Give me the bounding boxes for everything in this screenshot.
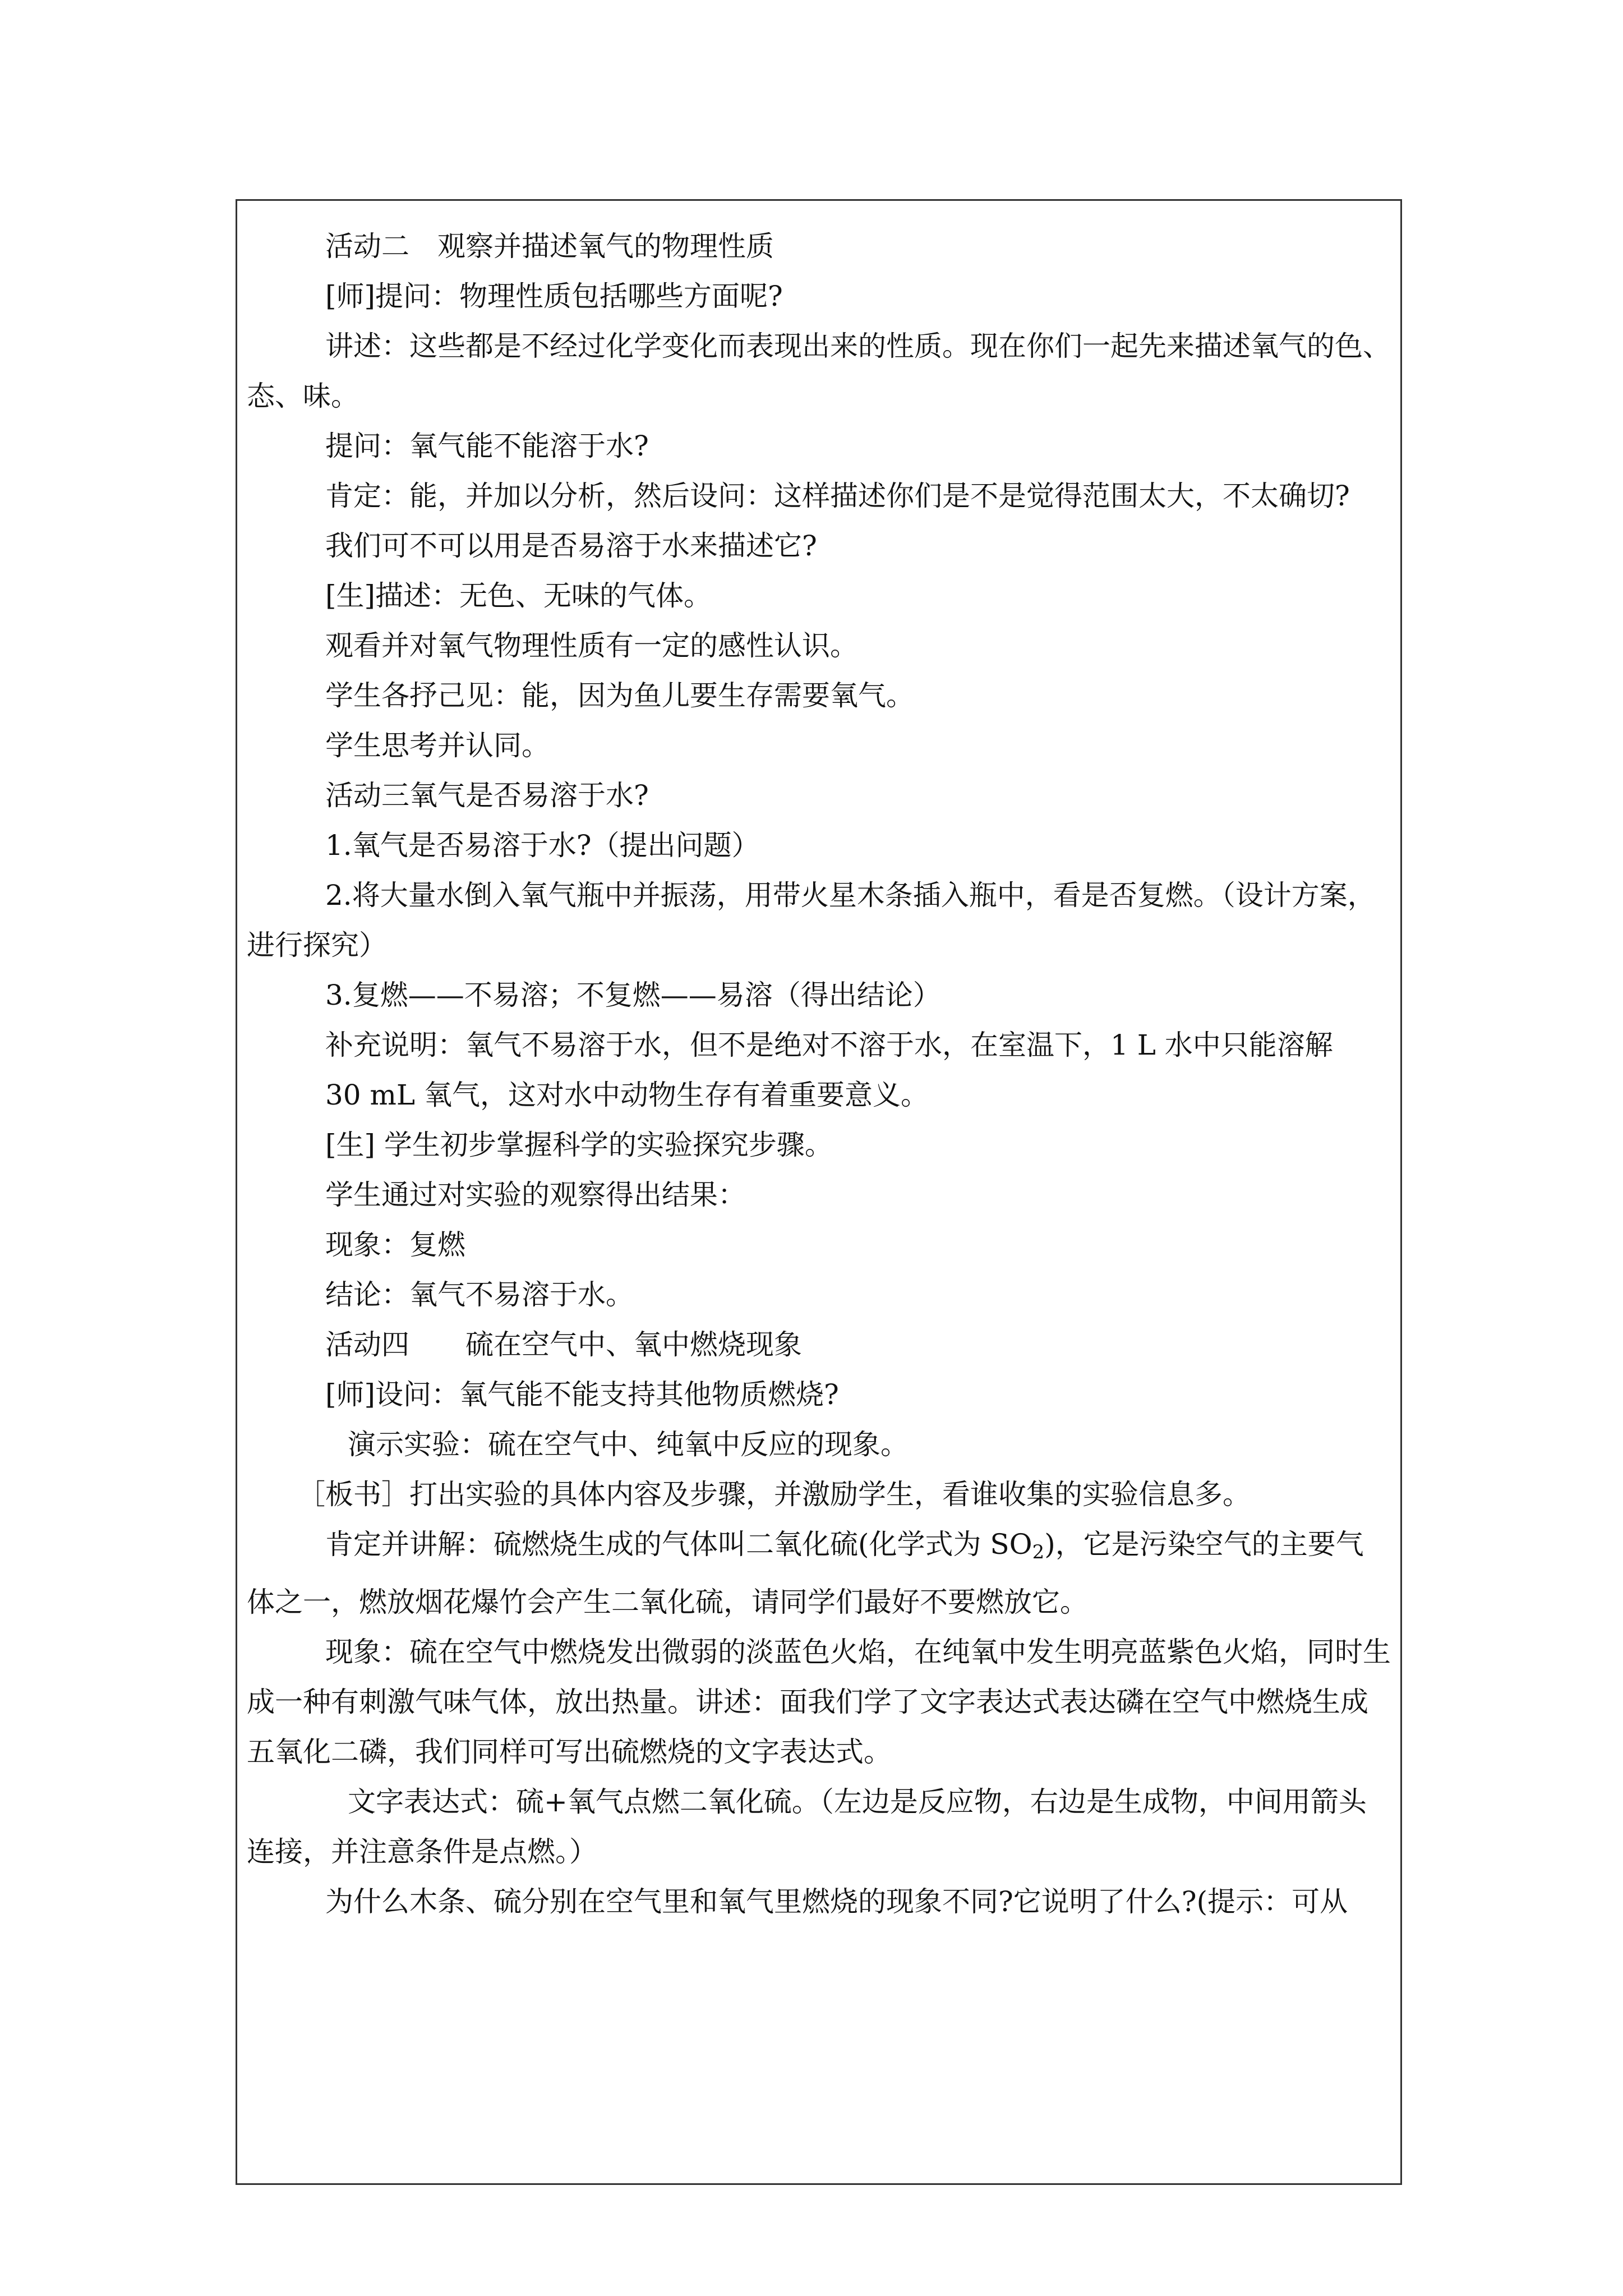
so2-subscript: 2 xyxy=(1032,1541,1045,1563)
follow-up-question: 我们可不可以用是否易溶于水来描述它? xyxy=(325,530,817,562)
sulfur-phenomenon-paragraph: 现象：硫在空气中燃烧发出微弱的淡蓝色火焰，在纯氧中发生明亮蓝紫色火焰，同时生成一种有刺激气味气体，放出热量。讲述：面我们学了文字表达式表达磷在空气中燃烧生成五氧化二磷，我们同样可写出硫燃烧的文字表达式。 xyxy=(247,1636,1391,1768)
question-solubility: 提问：氧气能不能溶于水? xyxy=(325,430,649,462)
teacher-question: [师]提问：物理性质包括哪些方面呢? xyxy=(325,280,783,312)
supplement-line-1: 补充说明：氧气不易溶于水，但不是绝对不溶于水，在室温下，1 L 水中只能溶解 xyxy=(325,1029,1333,1061)
why-question-paragraph: 为什么木条、硫分别在空气里和氧气里燃烧的现象不同?它说明了什么?(提示：可从 xyxy=(325,1885,1348,1918)
student-results: 学生通过对实验的观察得出结果： xyxy=(325,1179,746,1211)
affirm-explain-text-a: 肯定并讲解：硫燃烧生成的气体叫二氧化硫(化学式为 SO xyxy=(325,1528,1032,1561)
teacher-question-combustion: [师]设问：氧气能不能支持其他物质燃烧? xyxy=(325,1378,839,1411)
word-equation-paragraph: 文字表达式：硫+氧气点燃二氧化硫。（左边是反应物，右边是生成物，中间用箭头连接，并注意条件是点燃。） xyxy=(247,1786,1367,1868)
step-two: 2.将大量水倒入氧气瓶中并振荡，用带火星木条插入瓶中，看是否复燃。（设计方案，进行探究） xyxy=(247,879,1376,961)
blackboard-note: ［板书］打出实验的具体内容及步骤，并激励学生，看谁收集的实验信息多。 xyxy=(297,1478,1251,1511)
observation-line: 观看并对氧气物理性质有一定的感性认识。 xyxy=(325,629,858,662)
affirm-explain-text-b: )，它是污染空气的主要气体之一，燃放烟花爆竹会产生二氧化硫，请同学们最好不要燃放它。 xyxy=(247,1528,1364,1618)
phenomenon-line: 现象：复燃 xyxy=(325,1228,465,1261)
activity-two-heading: 活动二 观察并描述氧气的物理性质 xyxy=(325,230,774,263)
student-steps: [生] 学生初步掌握科学的实验探究步骤。 xyxy=(325,1129,833,1161)
student-agree: 学生思考并认同。 xyxy=(325,729,550,762)
affirm-explain-paragraph xyxy=(247,1520,1391,1627)
lecture-paragraph: 讲述：这些都是不经过化学变化而表现出来的性质。现在你们一起先来描述氧气的色、态、味。 xyxy=(247,330,1391,412)
step-one: 1.氧气是否易溶于水?（提出问题） xyxy=(325,829,760,862)
supplement-line-2: 30 mL 氧气，这对水中动物生存有着重要意义。 xyxy=(325,1079,929,1111)
document-body xyxy=(247,222,1391,1927)
step-three: 3.复燃——不易溶；不复燃——易溶（得出结论） xyxy=(325,979,941,1011)
student-opinions: 学生各抒己见：能，因为鱼儿要生存需要氧气。 xyxy=(325,679,914,712)
conclusion-line: 结论：氧气不易溶于水。 xyxy=(325,1278,634,1311)
activity-four-heading: 活动四 硫在空气中、氧中燃烧现象 xyxy=(325,1328,802,1361)
demo-experiment: 演示实验：硫在空气中、纯氧中反应的现象。 xyxy=(348,1428,909,1461)
activity-three-heading: 活动三氧气是否易溶于水? xyxy=(325,779,649,812)
student-description: [生]描述：无色、无味的气体。 xyxy=(325,579,712,612)
affirm-paragraph: 肯定：能，并加以分析，然后设问：这样描述你们是不是觉得范围太大，不太确切? xyxy=(325,480,1350,512)
